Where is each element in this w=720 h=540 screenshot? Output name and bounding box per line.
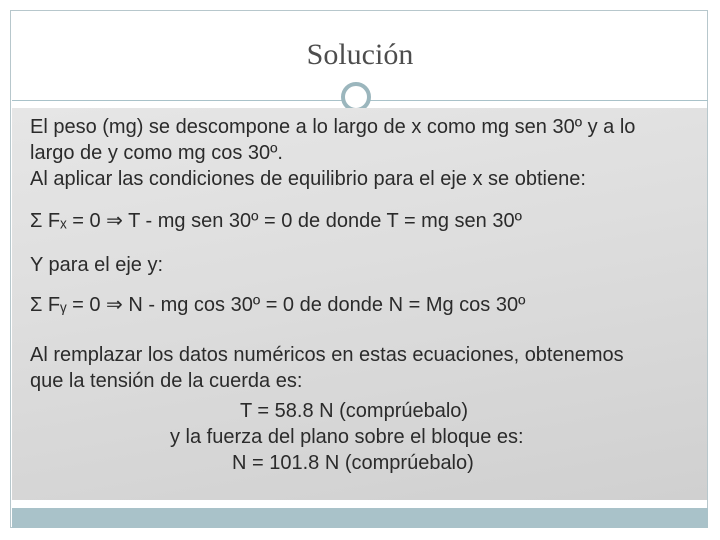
result-normal-force: N = 101.8 N (comprúebalo) [232,452,474,474]
text-line-y-axis: Y para el eje y: [30,254,164,276]
text-line-3: Al aplicar las condiciones de equilibrio para el eje x se obtiene: [30,168,586,190]
text-line-1: El peso (mg) se descompone a lo largo de x como mg sen 30º y a lo [30,116,636,138]
text-line-2: largo de y como mg cos 30º. [30,142,283,164]
photographed-text-image [12,108,707,500]
text-line-10: y la fuerza del plano sobre el bloque es: [170,426,524,448]
text-line-8: que la tensión de la cuerda es: [30,370,303,392]
text-line-7: Al remplazar los datos numéricos en estas ecuaciones, obtenemos [30,344,624,366]
equation-sum-fy: Σ Fᵧ = 0 ⇒ N - mg cos 30º = 0 de donde N = Mg cos 30º [30,294,526,316]
slide-title: Solución [306,38,414,71]
footer-bar [12,508,708,528]
equation-sum-fx: Σ Fₓ = 0 ⇒ T - mg sen 30º = 0 de donde T = mg sen 30º [30,210,522,232]
result-tension: T = 58.8 N (comprúebalo) [240,400,469,422]
